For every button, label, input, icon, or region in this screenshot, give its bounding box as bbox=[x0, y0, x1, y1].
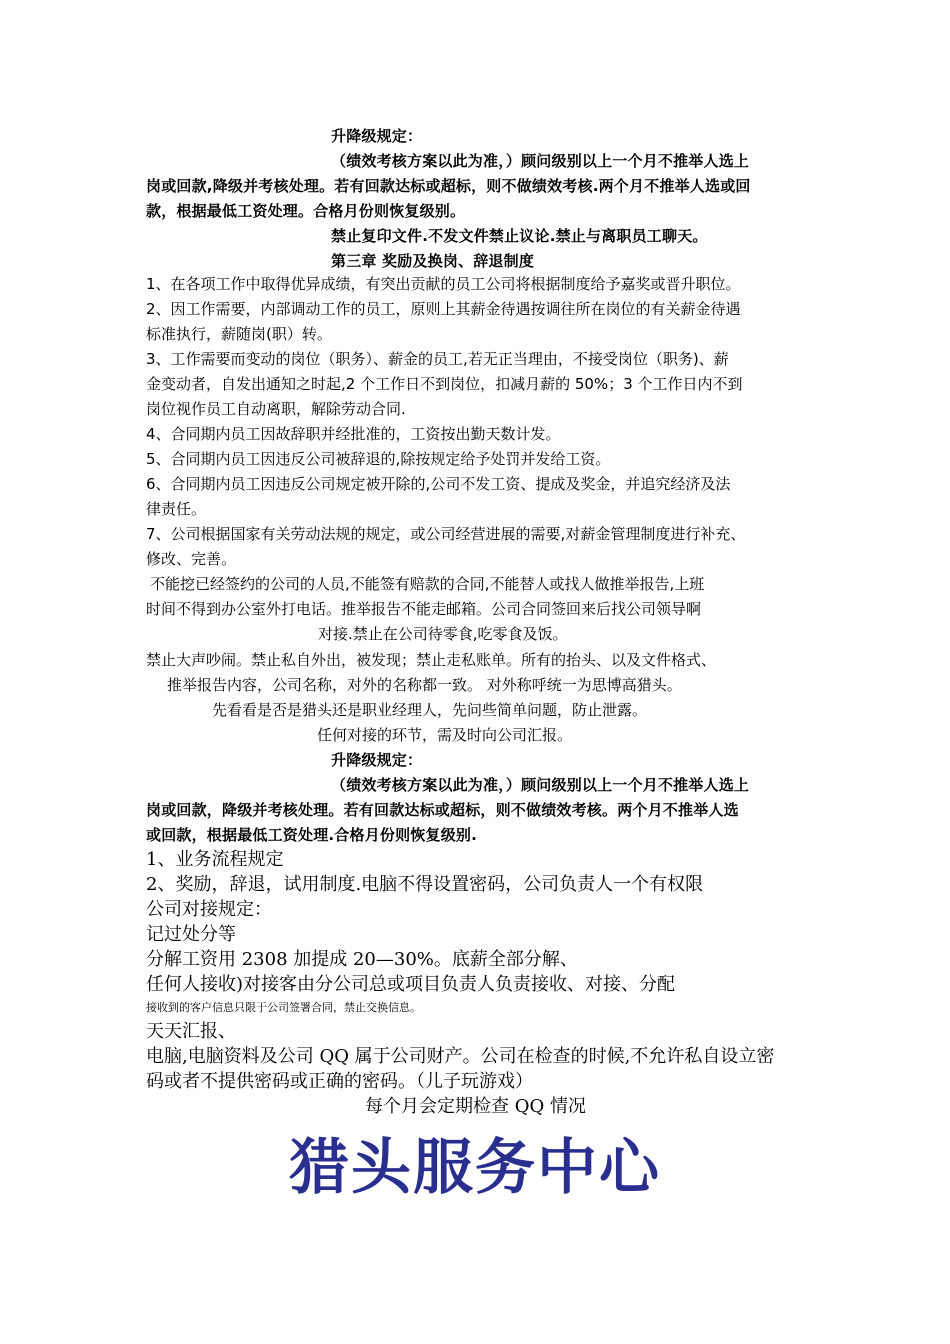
heading-promotion-rules: 升降级规定： bbox=[331, 751, 423, 769]
paragraph-line: 1、业务流程规定 bbox=[146, 849, 284, 870]
list-item: 1、在各项工作中取得优异成绩，有突出贡献的员工公司将根据制度给予嘉奖或晋升职位。 bbox=[146, 275, 741, 293]
paragraph-line: 禁止大声吵闹。禁止私自外出，被发现；禁止走私账单。所有的抬头、以及文件格式、 bbox=[146, 651, 717, 669]
paragraph-line: 电脑,电脑资料及公司 QQ 属于公司财产。公司在检查的时候,不允许私自设立密 bbox=[146, 1046, 775, 1067]
list-item: 3、工作需要而变动的岗位（职务）、薪金的员工,若无正当理由，不接受岗位（职务)、薪 bbox=[146, 350, 729, 368]
paragraph-line: 任何对接的环节，需及时向公司汇报。 bbox=[317, 726, 573, 744]
paragraph-line: 公司对接规定： bbox=[146, 899, 272, 920]
paragraph-line: 岗或回款,降级并考核处理。若有回款达标或超标，则不做绩效考核.两个月不推举人选或回 bbox=[146, 177, 751, 195]
paragraph-line: 码或者不提供密码或正确的密码。（儿子玩游戏） bbox=[146, 1071, 533, 1092]
paragraph-line: 分解工资用 2308 加提成 20—30%。底薪全部分解、 bbox=[146, 949, 578, 970]
list-item: 律责任。 bbox=[146, 500, 207, 518]
paragraph-line: 天天汇报、 bbox=[146, 1021, 236, 1042]
paragraph-line: （绩效考核方案以此为准，）顾问级别以上一个月不推举人选上 bbox=[331, 152, 750, 170]
list-item: 7、公司根据国家有关劳动法规的规定，或公司经营进展的需要,对薪金管理制度进行补充、 bbox=[146, 525, 746, 543]
paragraph-line: 2、奖励，辞退，试用制度.电脑不得设置密码，公司负责人一个有权限 bbox=[146, 874, 704, 895]
list-item: 金变动者，自发出通知之时起,2 个工作日不到岗位，扣减月薪的 50%；3 个工作日内不到 bbox=[146, 375, 743, 393]
list-item: 5、合同期内员工因违反公司被辞退的,除按规定给予处罚并发给工资。 bbox=[146, 450, 611, 468]
paragraph-line: 对接.禁止在公司待零食,吃零食及饭。 bbox=[318, 625, 568, 643]
paragraph-line: 不能挖已经签约的公司的人员,不能签有赔款的合同,不能替人或找人做推举报告,上班 bbox=[150, 575, 705, 593]
list-item: 岗位视作员工自动离职，解除劳动合同. bbox=[146, 400, 406, 418]
list-item: 6、合同期内员工因违反公司规定被开除的,公司不发工资、提成及奖金，并追究经济及法 bbox=[146, 475, 731, 493]
paragraph-line: 先看看是否是猎头还是职业经理人，先问些简单问题，防止泄露。 bbox=[212, 701, 648, 719]
paragraph-line: 时间不得到办公室外打电话。推举报告不能走邮箱。公司合同签回来后找公司领导啊 bbox=[146, 600, 702, 618]
list-item: 2、因工作需要，内部调动工作的员工，原则上其薪金待遇按调往所在岗位的有关薪金待遇 bbox=[146, 300, 741, 318]
paragraph-line: （绩效考核方案以此为准，）顾问级别以上一个月不推举人选上 bbox=[331, 776, 750, 794]
paragraph-line: 款，根据最低工资处理。合格月份则恢复级别。 bbox=[146, 202, 466, 220]
paragraph-line: 任何人接收)对接客由分公司总或项目负责人负责接收、对接、分配 bbox=[146, 974, 676, 995]
paragraph-line: 岗或回款，降级并考核处理。若有回款达标或超标，则不做绩效考核。两个月不推举人选 bbox=[146, 801, 739, 819]
paragraph-line: 禁止复印文件.不发文件禁止议论.禁止与离职员工聊天。 bbox=[331, 227, 708, 245]
note-line: 接收到的客户信息只限于公司签署合同，禁止交换信息。 bbox=[146, 1001, 421, 1014]
paragraph-line: 每个月会定期检查 QQ 情况 bbox=[365, 1096, 586, 1117]
list-item: 标准执行，薪随岗(职）转。 bbox=[146, 325, 332, 343]
list-item: 修改、完善。 bbox=[146, 550, 237, 568]
list-item: 4、合同期内员工因故辞职并经批准的，工资按出勤天数计发。 bbox=[146, 425, 561, 443]
chapter-heading: 第三章 奖励及换岗、辞退制度 bbox=[331, 252, 535, 270]
paragraph-line: 记过处分等 bbox=[146, 924, 236, 945]
paragraph-line: 推举报告内容，公司名称，对外的名称都一致。 对外称呼统一为思博高猎头。 bbox=[167, 676, 682, 694]
footer-title: 猎头服务中心 bbox=[289, 1133, 661, 1203]
paragraph-line: 或回款，根据最低工资处理.合格月份则恢复级别. bbox=[146, 826, 477, 844]
heading-promotion-rules: 升降级规定： bbox=[331, 127, 423, 145]
